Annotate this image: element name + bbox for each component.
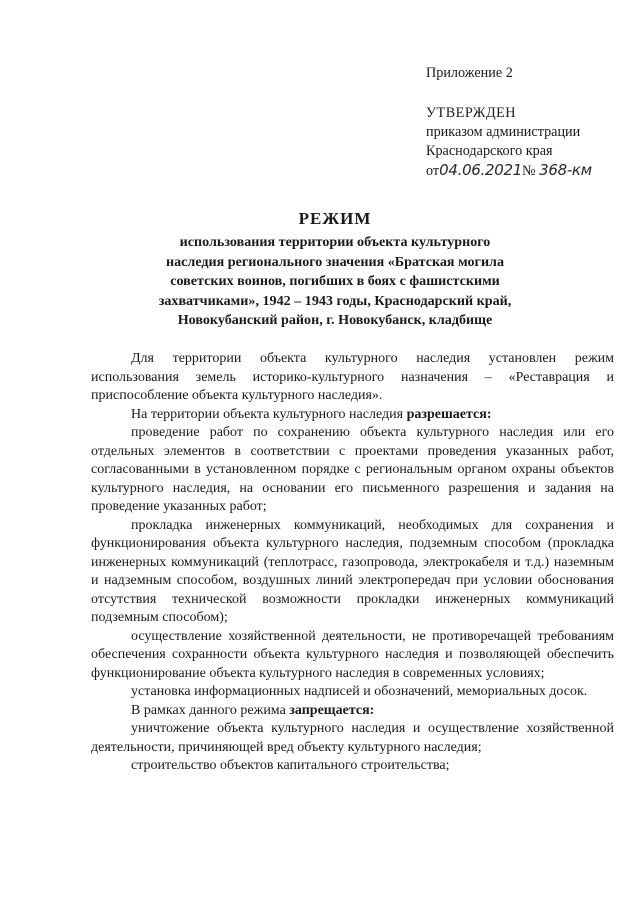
number-prefix: № xyxy=(522,163,536,179)
handwritten-number: 368-км xyxy=(539,161,592,179)
paragraph-regime: Для территории объекта культурного наследия установлен режим использования земель историко-культурного назначения – «Реставрация и приспособление объекта культурного наследия». xyxy=(91,351,614,403)
title-subtitle: использования территории объекта культурного наследия регионального значения «Братская могила советских воинов, погибших в боях с фашистскими захватчиками», 1942 – 1943 годы, Краснодарский край, Новокубанский район, г. Новокубанск, кладбище xyxy=(158,234,512,328)
paragraph-restoration-works: проведение работ по сохранению объекта культурного наследия или его отдельных элементов в соответствии с проектами проведения указанных работ, согласованными в установленном порядке с региональным органом охраны объектов культурного наследия, на основании его письменного разрешения и задания на проведение указанных работ; xyxy=(91,425,614,514)
region-line: Краснодарского края xyxy=(426,143,553,159)
paragraph-engineering-communications: прокладка инженерных коммуникаций, необходимых для сохранения и функционирования объекта культурного наследия, подземным способом (прокладка инженерных коммуникаций (теплотрасс, газопровода, электрокабеля и т.д.) наземным и надземным способом, воздушных линий электропередач при условии обоснования отсутствия технической возможности прокладки инженерных коммуникаций подземным способом); xyxy=(91,517,614,625)
paragraph-economic-activity: осуществление хозяйственной деятельности, не противоречащей требованиям обеспечения сохранности объекта культурного наследия и позволяющей обеспечить функционирование объекта культурного наследия в современных условиях; xyxy=(91,628,614,681)
document-title xyxy=(150,209,520,331)
appendix-label: Приложение 2 xyxy=(426,65,513,81)
allowed-keyword: разрешается: xyxy=(406,406,492,422)
from-prefix: от xyxy=(426,163,440,179)
paragraph-information-signs: установка информационных надписей и обозначений, мемориальных досок. xyxy=(131,684,588,699)
approved-label: УТВЕРЖДЕН xyxy=(426,105,517,121)
date-number-line xyxy=(426,161,592,181)
order-line: приказом администрации xyxy=(426,124,581,140)
paragraph-capital-construction: строительство объектов капитального строительства; xyxy=(131,758,450,773)
paragraph-destruction: уничтожение объекта культурного наследия и осуществление хозяйственной деятельности, причиняющей вред объекту культурного наследия; xyxy=(91,721,614,755)
handwritten-date: 04.06.2021 xyxy=(439,161,522,179)
approval-block xyxy=(426,64,592,181)
document-body xyxy=(91,350,614,776)
prohibited-intro-text: В рамках данного режима xyxy=(131,702,290,718)
paragraph-prohibited-intro xyxy=(91,702,614,721)
paragraph-allowed-intro xyxy=(91,406,614,425)
prohibited-keyword: запрещается: xyxy=(289,702,375,718)
allowed-intro-text: На территории объекта культурного наследия xyxy=(131,406,407,422)
title-heading: РЕЖИМ xyxy=(298,209,372,228)
